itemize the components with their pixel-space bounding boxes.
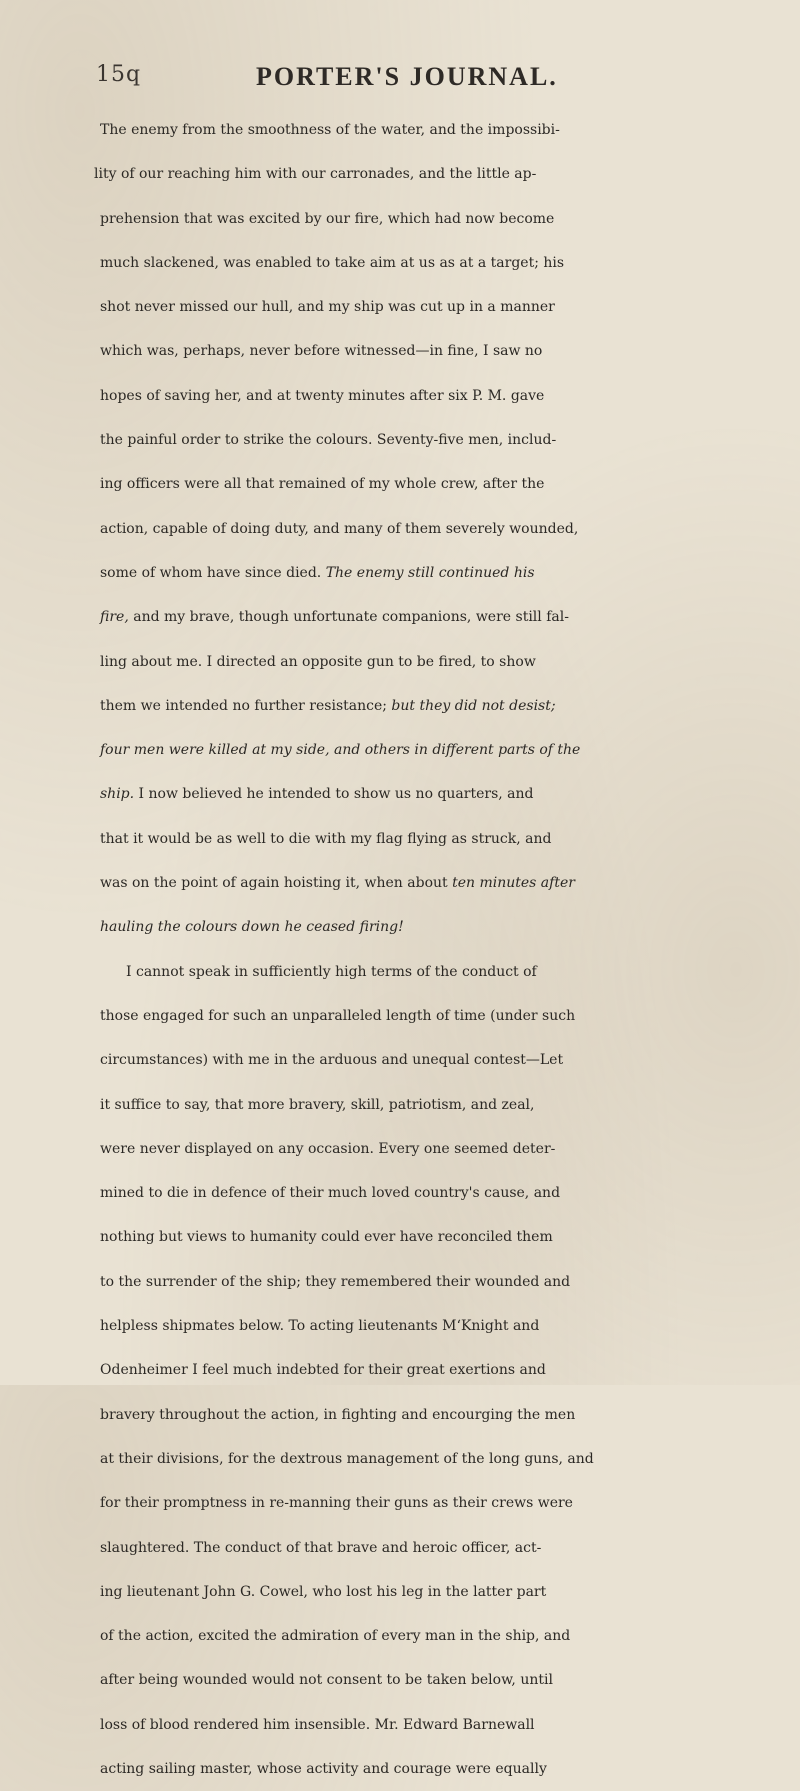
text-line: lity of our reaching him with our carronades, and the little ap- [94,166,537,183]
text-line: bravery throughout the action, in fighting and encourging the men [100,1406,576,1423]
text-line: those engaged for such an unparalleled length of time (under such [100,1007,576,1024]
text-line: was on the point of again hoisting it, when about ten minutes after [100,875,575,892]
text-line: slaughtered. The conduct of that brave and heroic officer, act- [100,1539,542,1556]
text-line: which was, perhaps, never before witnessed—in fine, I saw no [100,343,543,360]
text-line: the painful order to strike the colours. Seventy-five men, includ- [100,432,557,449]
text-line: prehension that was excited by our fire, which had now become [100,210,555,227]
text-line: it suffice to say, that more bravery, skill, patriotism, and zeal, [100,1096,535,1113]
text-line: at their divisions, for the dextrous management of the long guns, and [100,1450,594,1467]
text-line: ing officers were all that remained of my whole crew, after the [100,476,545,493]
running-head [96,62,716,98]
text-line: much slackened, was enabled to take aim at us as at a target; his [100,254,565,271]
text-line: of the action, excited the admiration of every man in the ship, and [100,1628,571,1645]
text-line: fire, and my brave, though unfortunate companions, were still fal- [100,609,569,626]
italic-run: but they did not desist; [391,697,556,714]
body-text [94,108,790,1791]
text-line: for their promptness in re-manning their guns as their crews were [100,1495,573,1512]
page-number: 15q [96,62,142,87]
text-line: hopes of saving her, and at twenty minutes after six P. M. gave [100,387,545,404]
text-line: shot never missed our hull, and my ship was cut up in a manner [100,299,555,316]
text-line: mined to die in defence of their much loved country's cause, and [100,1185,561,1202]
text-line: some of whom have since died. The enemy still continued his [100,564,535,581]
italic-run: fire, [100,609,129,626]
text-line [100,728,790,772]
italic-run: ten minutes after [452,875,575,892]
text-line [100,905,790,949]
italic-run: ship. [100,786,135,803]
italic-run: The enemy still continued his [325,564,535,581]
text-line: were never displayed on any occasion. Every one seemed deter- [100,1140,556,1157]
text-line: ship. I now believed he intended to show us no quarters, and [100,786,534,803]
italic-run: hauling the colours down he ceased firing! [100,919,404,936]
text-line: them we intended no further resistance; but they did not desist; [100,697,556,714]
text-line: that it would be as well to die with my flag flying as struck, and [100,830,552,847]
text-line: action, capable of doing duty, and many of them severely wounded, [100,520,579,537]
text-line: ling about me. I directed an opposite gun to be fired, to show [100,653,536,670]
text-line: The enemy from the smoothness of the water, and the impossibi- [100,122,560,138]
paragraph-start-line: I cannot speak in sufficiently high terms of the conduct of [126,963,537,980]
text-line: to the surrender of the ship; they remembered their wounded and [100,1273,571,1290]
text-line: loss of blood rendered him insensible. Mr. Edward Barnewall [100,1716,535,1733]
text-line: after being wounded would not consent to be taken below, until [100,1672,553,1689]
text-line: acting sailing master, whose activity and courage were equally [100,1760,547,1777]
text-line: circumstances) with me in the arduous and unequal contest—Let [100,1052,564,1069]
italic-run: four men were killed at my side, and others in different parts of the [100,742,581,759]
text-line: helpless shipmates below. To acting lieutenants M‘Knight and [100,1318,540,1335]
text-line: ing lieutenant John G. Cowel, who lost his leg in the latter part [100,1583,547,1600]
running-title: PORTER'S JOURNAL. [256,62,558,91]
text-line: Odenheimer I feel much indebted for their great exertions and [100,1362,546,1379]
text-line: nothing but views to humanity could ever have reconciled them [100,1229,553,1246]
